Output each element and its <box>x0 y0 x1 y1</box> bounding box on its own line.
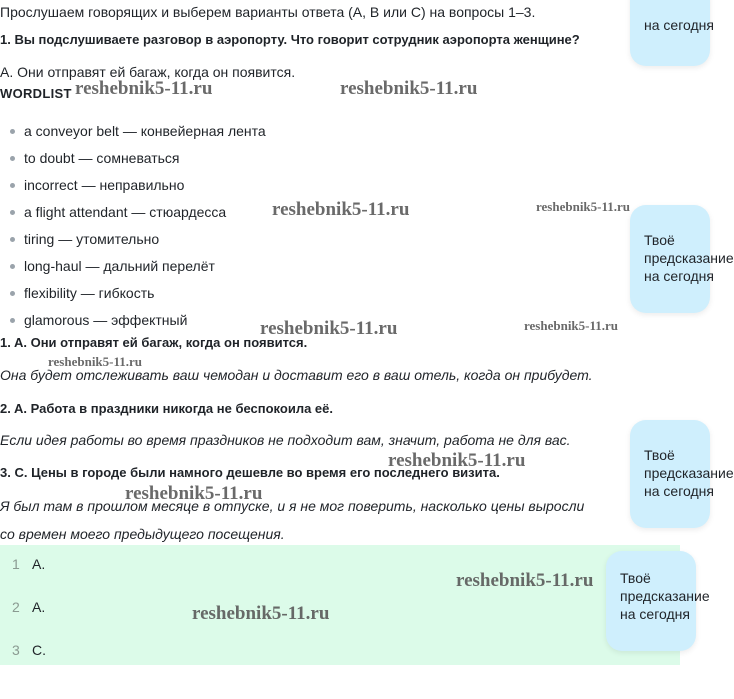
explanation-2-answer: 2. A. Работа в праздники никогда не беспокоила её. <box>0 401 333 416</box>
list-item: to doubt — сомневаться <box>10 147 266 174</box>
prediction-bubble-text: на сегодня <box>644 17 714 33</box>
watermark: reshebnik5-11.ru <box>456 570 594 591</box>
bullet-icon <box>10 318 15 323</box>
answer-number: 3 <box>12 642 20 658</box>
wordlist <box>10 120 266 336</box>
watermark: reshebnik5-11.ru <box>536 199 631 214</box>
prediction-bubble-text: Твоё <box>644 447 675 463</box>
watermark: reshebnik5-11.ru <box>340 78 478 99</box>
list-item: glamorous — эффектный <box>10 309 266 336</box>
bullet-icon <box>10 264 15 269</box>
question-1: 1. Вы подслушиваете разговор в аэропорту. Что говорит сотрудник аэропорта женщине? <box>0 32 580 47</box>
prediction-bubble[interactable] <box>630 420 734 528</box>
answer-number: 2 <box>12 599 20 615</box>
list-item: a conveyor belt — конвейерная лента <box>10 120 266 147</box>
prediction-bubble-text: предсказание <box>644 465 734 481</box>
prediction-bubble[interactable] <box>630 205 734 313</box>
explanation-3-answer: 3. C. Цены в городе были намного дешевле во время его последнего визита. <box>0 465 500 480</box>
list-item: tiring — утомительно <box>10 228 266 255</box>
explanation-3-text: Я был там в прошлом месяце в отпуске, и я не мог поверить, насколько цены выросли <box>0 498 585 514</box>
explanation-1-text: Она будет отслеживать ваш чемодан и доставит его в ваш отель, когда он прибудет. <box>0 367 593 383</box>
watermark: reshebnik5-11.ru <box>48 354 143 369</box>
prediction-bubble-text: Твоё <box>644 232 675 248</box>
watermark: reshebnik5-11.ru <box>75 78 213 99</box>
wordlist-title: WORDLIST <box>0 86 72 101</box>
watermark: reshebnik5-11.ru <box>192 603 330 624</box>
answer-value: C. <box>32 642 46 658</box>
list-item: flexibility — гибкость <box>10 282 266 309</box>
prediction-bubble-text: предсказание <box>644 250 734 266</box>
answer-value: A. <box>32 599 46 615</box>
explanation-2-text: Если идея работы во время праздников не подходит вам, значит, работа не для вас. <box>0 432 571 448</box>
watermark: reshebnik5-11.ru <box>272 199 410 220</box>
watermark: reshebnik5-11.ru <box>388 450 526 471</box>
prediction-bubble-text: на сегодня <box>644 268 714 284</box>
list-item: incorrect — неправильно <box>10 174 266 201</box>
watermark: reshebnik5-11.ru <box>524 318 619 333</box>
watermark: reshebnik5-11.ru <box>125 483 263 504</box>
bullet-icon <box>10 210 15 215</box>
prediction-bubble[interactable] <box>630 0 714 66</box>
bullet-icon <box>10 156 15 161</box>
explanation-3-text-continued: со времен моего предыдущего посещения. <box>0 526 285 542</box>
answer-value: A. <box>32 556 46 572</box>
bullet-icon <box>10 129 15 134</box>
list-item: long-haul — дальний перелёт <box>10 255 266 282</box>
bullet-icon <box>10 183 15 188</box>
prediction-bubble[interactable] <box>606 551 710 651</box>
answer-number: 1 <box>12 556 20 572</box>
explanation-1-answer: 1. A. Они отправят ей багаж, когда он появится. <box>0 335 308 350</box>
list-item: a flight attendant — стюардесса <box>10 201 266 228</box>
intro-text: Прослушаем говорящих и выберем варианты ответа (A, B или C) на вопросы 1–3. <box>0 4 536 20</box>
bullet-icon <box>10 237 15 242</box>
watermark: reshebnik5-11.ru <box>260 318 398 339</box>
bullet-icon <box>10 291 15 296</box>
prediction-bubble-text: предсказание <box>620 588 710 604</box>
prediction-bubble-text: Твоё <box>620 570 651 586</box>
answer-1-text: A. Они отправят ей багаж, когда он появится. <box>0 64 296 80</box>
prediction-bubble-text: на сегодня <box>644 483 714 499</box>
answers-panel <box>0 545 680 665</box>
prediction-bubble-text: на сегодня <box>620 606 690 622</box>
